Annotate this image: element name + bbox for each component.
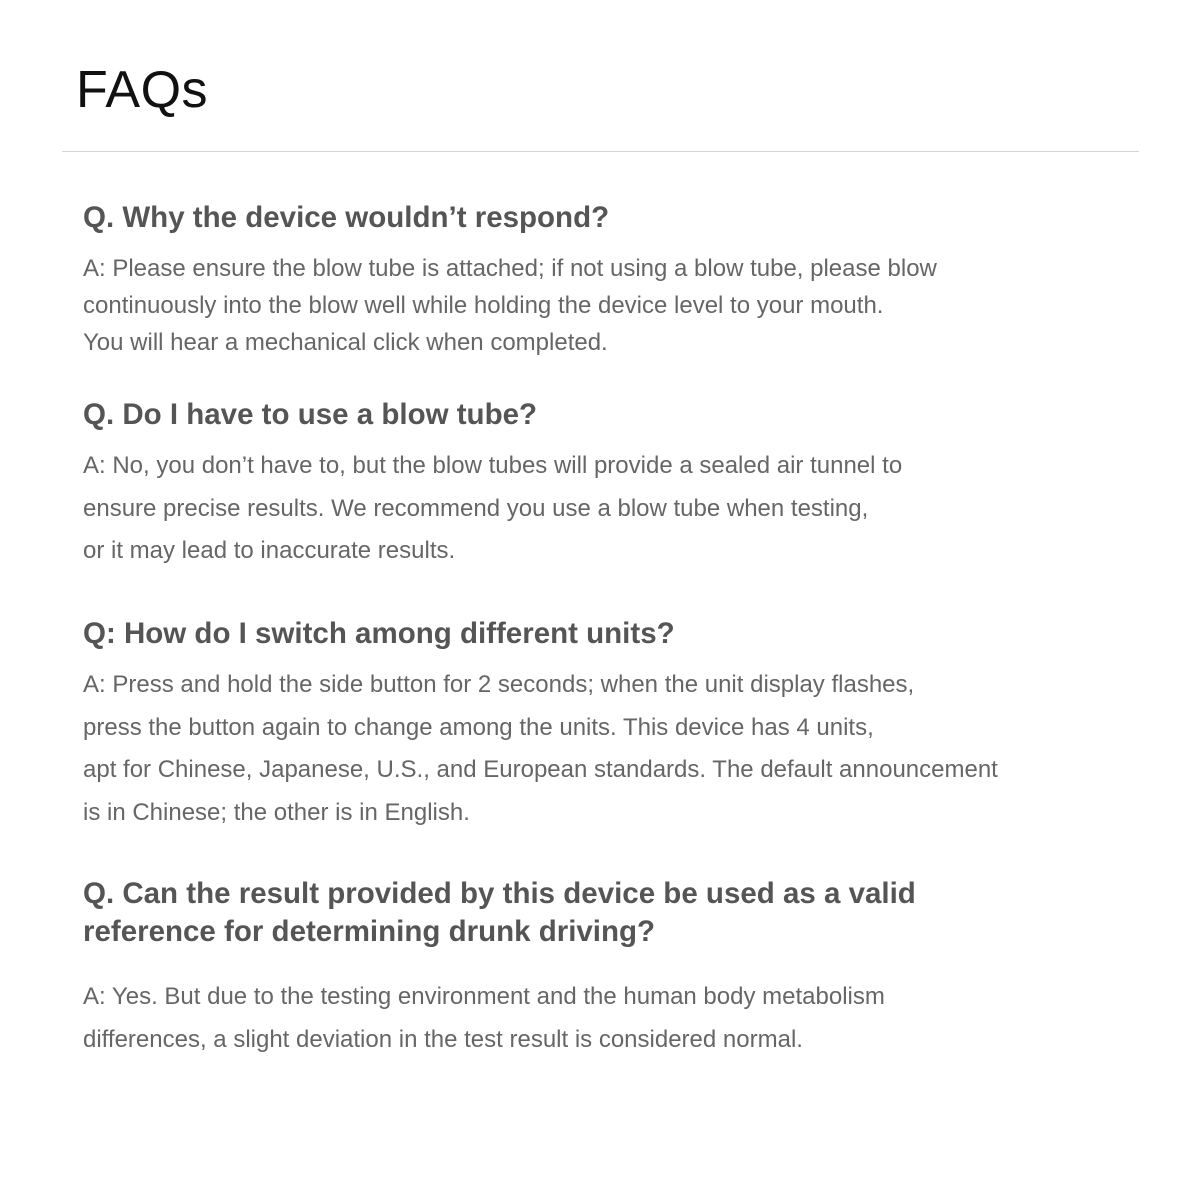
faq-answer-line: differences, a slight deviation in the test result is considered normal. (83, 1025, 803, 1053)
faq-answer-line: ensure precise results. We recommend you use a blow tube when testing, (83, 494, 869, 522)
faq-answer (83, 445, 1143, 573)
faq-answer-line: continuously into the blow well while holding the device level to your mouth. (83, 292, 884, 319)
faq-answer-line: A: Please ensure the blow tube is attached; if not using a blow tube, please blow (83, 255, 937, 282)
faq-question: Q. Why the device wouldn’t respond? (83, 201, 610, 234)
faq-item-switch-units (83, 614, 1143, 834)
faq-item-drunk-driving-reference (83, 875, 1143, 1061)
faq-question: Q. Do I have to use a blow tube? (83, 398, 538, 431)
faq-answer-line: A: Press and hold the side button for 2 seconds; when the unit display flashes, (83, 671, 915, 698)
faq-item-device-not-responding (83, 198, 1143, 361)
faq-answer-line: is in Chinese; the other is in English. (83, 798, 470, 826)
faq-question: Q: How do I switch among different units? (83, 617, 675, 650)
faq-answer-line: apt for Chinese, Japanese, U.S., and European standards. The default announcement (83, 756, 998, 783)
faq-answer-line: press the button again to change among the units. This device has 4 units, (83, 713, 874, 741)
faq-question-line: reference for determining drunk driving? (83, 915, 656, 948)
title-divider (62, 151, 1139, 152)
page-title: FAQs (76, 61, 209, 119)
faq-answer (83, 250, 1143, 361)
faq-item-blow-tube (83, 395, 1143, 573)
faq-answer-line: A: No, you don’t have to, but the blow tubes will provide a sealed air tunnel to (83, 452, 903, 479)
faq-answer (83, 976, 1143, 1061)
faq-answer (83, 664, 1143, 834)
faq-answer-line: A: Yes. But due to the testing environment and the human body metabolism (83, 983, 885, 1010)
faq-answer-line: You will hear a mechanical click when completed. (83, 329, 608, 356)
faq-question (83, 875, 1143, 951)
faq-answer-line: or it may lead to inaccurate results. (83, 537, 456, 564)
faq-question-line: Q. Can the result provided by this device be used as a valid (83, 877, 916, 910)
